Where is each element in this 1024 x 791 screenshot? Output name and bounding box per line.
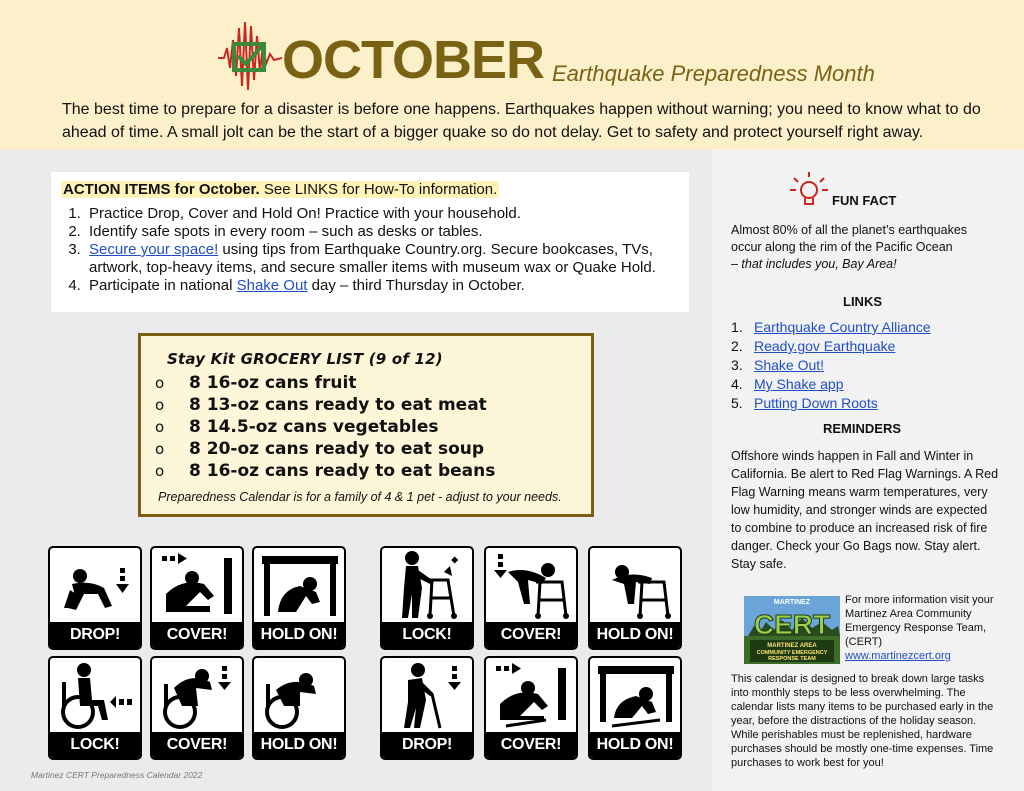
action-items-heading-rest: See LINKS for How-To information. [259,181,498,198]
grocery-item-text: 8 16-oz cans fruit [189,373,357,393]
cover-tile [150,546,244,650]
cane-drop-pictogram-icon [382,658,472,732]
shake-out-link[interactable]: Shake Out [236,277,308,294]
link-number: 1. [731,319,743,335]
secure-your-space-link[interactable]: Secure your space! [89,241,219,258]
grocery-list-box [138,333,594,517]
cert-logo-main: CERT [753,609,831,640]
walker-hold-on-pictogram-icon [590,548,680,622]
action-items-box [51,172,689,312]
hold-on-label: HOLD ON! [254,622,344,648]
link-item [731,375,931,394]
grocery-item [155,460,495,482]
cert-logo-line3: RESPONSE TEAM [768,656,816,662]
link-item [731,394,931,413]
action-item-text: Participate in national [89,277,237,294]
walker-lock-tile [380,546,474,650]
walker-lock-pictogram-icon [382,548,472,622]
action-items-list [61,205,685,295]
drop-label: DROP! [50,622,140,648]
grocery-item [155,416,495,438]
links-list [731,318,931,413]
cert-logo [744,596,840,664]
earthquake-country-alliance-link[interactable]: Earthquake Country Alliance [754,319,931,335]
drop-pictogram-icon [50,548,140,622]
cover-label: COVER! [152,622,242,648]
cert-website-link[interactable]: www.martinezcert.org [845,650,951,662]
action-item [85,277,685,295]
lightbulb-icon [788,170,830,210]
hold-on-label: HOLD ON! [590,622,680,648]
hold-on-label: HOLD ON! [590,732,680,758]
fun-fact-heading: FUN FACT [832,193,897,208]
bullet: o [155,374,165,392]
cover-label: COVER! [152,732,242,758]
shake-out-link[interactable]: Shake Out! [754,357,825,373]
wheelchair-hold-on-pictogram-icon [254,658,344,732]
walker-cover-tile [484,546,578,650]
wheelchair-lock-pictogram-icon [50,658,140,732]
cert-logo-line1: MARTINEZ AREA [767,643,817,649]
grocery-item-text: 8 13-oz cans ready to eat meat [189,395,487,415]
link-number: 2. [731,338,743,354]
wheelchair-cover-pictogram-icon [152,658,242,732]
lock-label: LOCK! [382,622,472,648]
drop-label: DROP! [382,732,472,758]
action-item [85,241,685,277]
drop-tile [48,546,142,650]
bullet: o [155,418,165,436]
seismograph-checkbox-icon [218,18,282,94]
link-number: 5. [731,395,743,411]
grocery-item-text: 8 20-oz cans ready to eat soup [189,439,485,459]
action-items-heading [61,181,499,198]
grocery-item-text: 8 16-oz cans ready to eat beans [189,461,496,481]
action-item-text: using tips from Earthquake Country.org. Secure bookcases, TVs, artwork, top-heavy items, and secure smaller items with museum wax or Quake Hold. [89,241,656,276]
reminders-text: Offshore winds happen in Fall and Winter in California. Be alert to Red Flag Warnings. A Red Flag Warning means warm temperatures, very low humidity, and stronger winds are expected to combine to produce an increased risk of fire danger. Check your Go Bags now. Stay alert. Stay safe. [731,449,999,571]
action-items-heading-bold: ACTION ITEMS for October. [63,181,260,198]
page-subtitle: Earthquake Preparedness Month [552,61,875,86]
link-item [731,356,931,375]
grocery-item [155,394,495,416]
my-shake-app-link[interactable]: My Shake app [754,376,844,392]
walker-hold-on-tile [588,546,682,650]
action-item-text: day – third Thursday in October. [307,277,525,294]
cover-label: COVER! [486,732,576,758]
page-title: OCTOBER [282,30,545,90]
bullet: o [155,462,165,480]
cane-hold-on-pictogram-icon [590,658,680,732]
wheelchair-hold-on-tile [252,656,346,760]
link-number: 3. [731,357,743,373]
link-item [731,337,931,356]
cert-logo-line2: COMMUNITY EMERGENCY [756,650,828,656]
walker-cover-pictogram-icon [486,548,576,622]
reminders-heading: REMINDERS [823,421,902,436]
link-item [731,318,931,337]
cert-info [845,593,995,663]
cane-cover-pictogram-icon [486,658,576,732]
cane-cover-tile [484,656,578,760]
hold-on-pictogram-icon [254,548,344,622]
footer-credit: Martinez CERT Preparedness Calendar 2022 [31,770,203,780]
cert-logo-top: MARTINEZ [773,599,811,606]
fun-fact-emphasis: – that includes you, Bay Area! [731,257,897,271]
bullet: o [155,440,165,458]
grocery-note: Preparedness Calendar is for a family of 4 & 1 pet - adjust to your needs. [158,490,562,504]
lock-label: LOCK! [50,732,140,758]
link-number: 4. [731,376,743,392]
action-item: 2. Identify safe spots in every room – such as desks or tables. [85,223,685,241]
fun-fact-text [731,222,993,273]
cane-hold-on-tile [588,656,682,760]
header-banner [0,0,1024,150]
fun-fact-body: Almost 80% of all the planet’s earthquakes occur along the rim of the Pacific Ocean [731,223,968,254]
grocery-item [155,372,495,394]
calendar-note: This calendar is designed to break down large tasks into monthly steps to be less overwhelming. The calendar lists many items to be purchased early in the year, before the distractions of the holiday season. While perishables must be replenished, hardware purchases should be mostly one-time expenses. Time purchases to work best for you! [731,673,994,769]
putting-down-roots-link[interactable]: Putting Down Roots [754,395,878,411]
grocery-title: Stay Kit GROCERY LIST (9 of 12) [167,350,443,368]
cane-drop-tile [380,656,474,760]
grocery-item-text: 8 14.5-oz cans vegetables [189,417,439,437]
cover-pictogram-icon [152,548,242,622]
grocery-list [155,372,495,482]
wheelchair-lock-tile [48,656,142,760]
hold-on-tile [252,546,346,650]
links-heading: LINKS [843,294,882,309]
bullet: o [155,396,165,414]
cover-label: COVER! [486,622,576,648]
cert-info-text: For more information visit your Martinez Area Community Emergency Response Team, (CERT) [845,594,994,648]
wheelchair-cover-tile [150,656,244,760]
hold-on-label: HOLD ON! [254,732,344,758]
intro-text: The best time to prepare for a disaster is before one happens. Earthquakes happen without warning; you need to know what to do ahead of time. A small jolt can be the start of a bigger quake so do not delay. Get to safety and protect yourself right away. [62,101,981,141]
ready-gov-earthquake-link[interactable]: Ready.gov Earthquake [754,338,896,354]
grocery-item [155,438,495,460]
action-item: 1. Practice Drop, Cover and Hold On! Practice with your household. [85,205,685,223]
